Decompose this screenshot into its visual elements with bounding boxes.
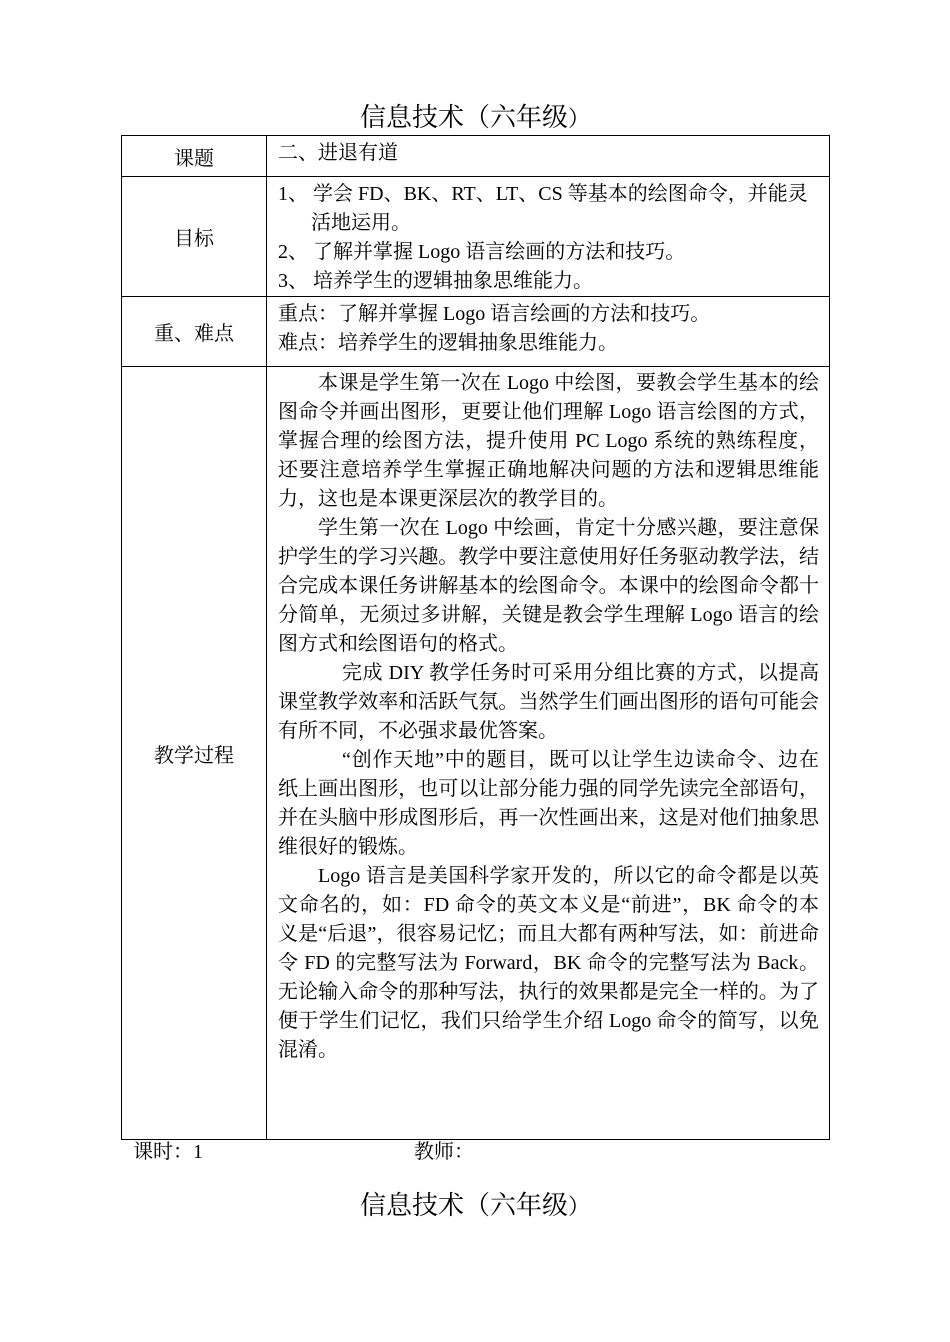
topic-row [122,136,830,177]
focus-point: 重点：了解并掌握 Logo 语言绘画的方法和技巧。 [278,303,711,325]
goal-item: 3、 培养学生的逻辑抽象思维能力。 [278,270,593,292]
next-page-title-text: 信息技术（六年级 [359,1191,568,1220]
topic-label: 课题 [122,136,267,177]
topic-cell [267,136,830,177]
process-cell [267,367,830,1140]
key-points-cell [267,297,830,367]
goals-cell [267,177,830,297]
key-points-label: 重、难点 [122,297,267,367]
teacher-label: 教师： [414,1141,474,1163]
process-row [122,367,830,1140]
goal-item: 1、 学会 FD、BK、RT、LT、CS 等基本的绘图命令，并能灵活地运用。 [278,183,808,234]
next-page-title-close-paren: ） [568,1194,591,1219]
key-points-row [122,297,830,367]
page-title-text: 信息技术（六年级 [359,103,568,132]
process-label: 教学过程 [122,367,267,1140]
page-title-close-paren: ） [568,106,591,131]
lesson-plan-table [121,135,830,1140]
goals-label: 目标 [122,177,267,297]
page-title [0,103,950,134]
next-page-title [0,1191,950,1222]
process-paragraph: Logo 语言是美国科学家开发的，所以它的命令都是以英文命名的，如：FD 命令的英文本义是“前进”，BK 命令的本义是“后退”，很容易记忆；而且大都有两种写法，如：前进命令 FD 的完整写法为 Forward，BK 命令的完整写法为 Back。无论输入命令的那种写法，执行的效果都是完全一样的。为了便于学生们记忆，我们只给学生介绍 Logo 命令的简写，以免混淆。 [278,865,819,1061]
class-hours: 课时：1 [133,1141,203,1163]
process-paragraph: “创作天地”中的题目，既可以让学生边读命令、边在纸上画出图形，也可以让部分能力强的同学先读完全部语句，并在头脑中形成图形后，再一次性画出来，这是对他们抽象思维很好的锻炼。 [278,749,819,858]
process-paragraph: 本课是学生第一次在 Logo 中绘图，要教会学生基本的绘图命令并画出图形，更要让他们理解 Logo 语言绘图的方式，掌握合理的绘图方法，提升使用 PC Logo 系统的熟练程度，还要注意培养学生掌握正确地解决问题的方法和逻辑思维能力，这也是本课更深层次的教学目的。 [278,372,819,510]
topic-value: 二、进退有道 [278,142,398,164]
goal-item: 2、 了解并掌握 Logo 语言绘画的方法和技巧。 [278,241,686,263]
process-paragraph: 完成 DIY 教学任务时可采用分组比赛的方式，以提高课堂教学效率和活跃气氛。当然学生们画出图形的语句可能会有所不同，不必强求最优答案。 [278,662,819,742]
difficulty-point: 难点：培养学生的逻辑抽象思维能力。 [278,332,618,354]
goals-row [122,177,830,297]
process-paragraph: 学生第一次在 Logo 中绘画，肯定十分感兴趣，要注意保护学生的学习兴趣。教学中要注意使用好任务驱动教学法，结合完成本课任务讲解基本的绘图命令。本课中的绘图命令都十分简单，无须过多讲解，关键是教会学生理解 Logo 语言的绘图方式和绘图语句的格式。 [278,517,819,655]
